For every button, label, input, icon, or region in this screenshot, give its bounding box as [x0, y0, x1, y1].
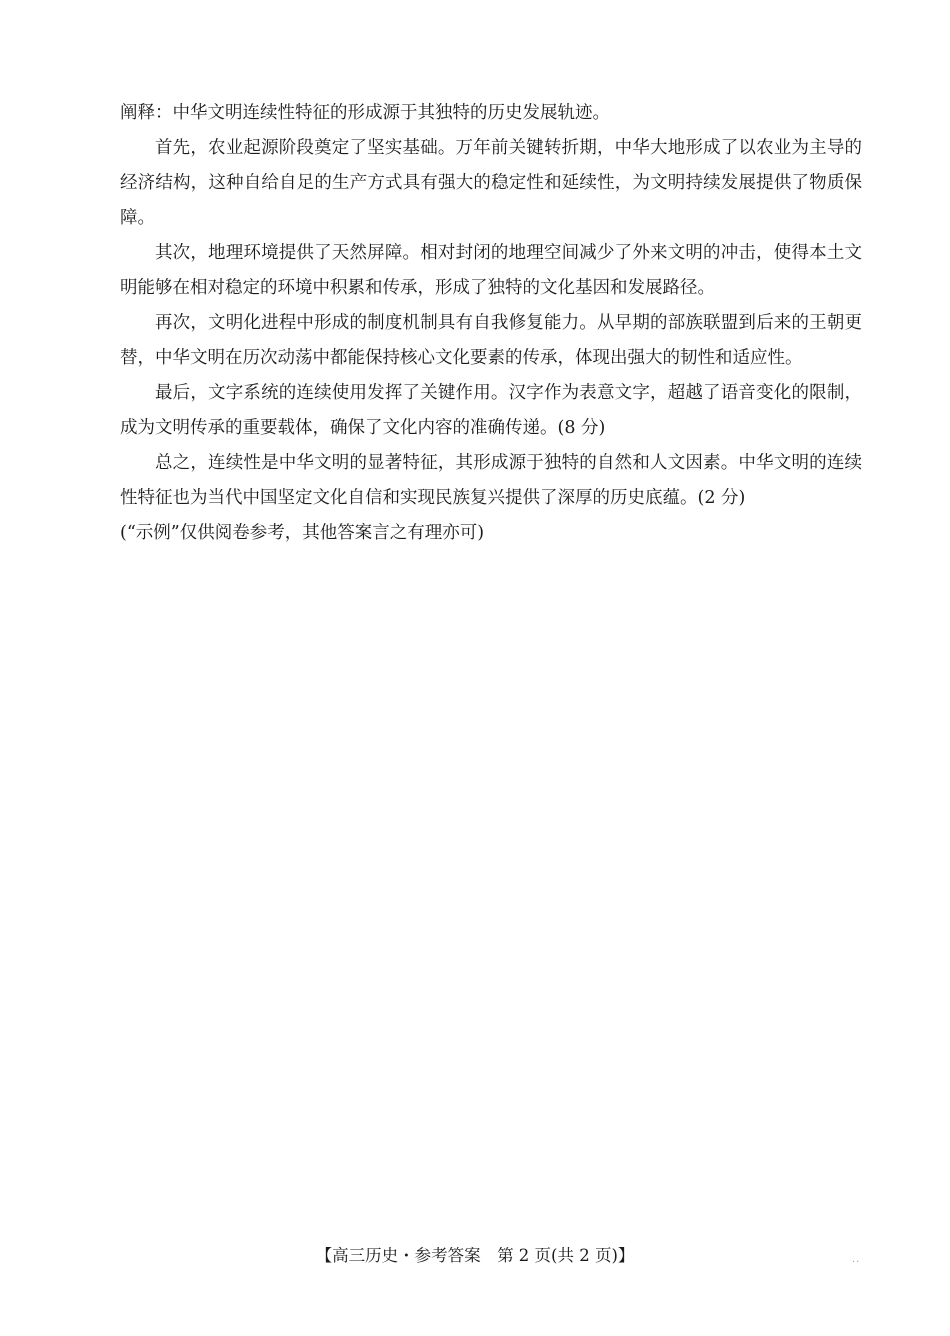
- grading-note: (“示例”仅供阅卷参考，其他答案言之有理亦可): [120, 523, 485, 543]
- paragraph-summary: 总之，连续性是中华文明的显著特征，其形成源于独特的自然和人文因素。中华文明的连续性特征也为当代中国坚定文化自信和实现民族复兴提供了深厚的历史底蕴。(2 分): [120, 453, 862, 508]
- paragraph-fourth: 最后，文字系统的连续使用发挥了关键作用。汉字作为表意文字，超越了语音变化的限制，成为文明传承的重要载体，确保了文化内容的准确传递。(8 分): [120, 383, 862, 438]
- explanation-line: 阐释：中华文明连续性特征的形成源于其独特的历史发展轨迹。: [120, 103, 610, 123]
- page-footer: 【高三历史・参考答案 第 2 页(共 2 页)】: [315, 1246, 635, 1265]
- answer-document: [120, 96, 862, 551]
- corner-mark: ..: [852, 1254, 861, 1265]
- paragraph-second: 其次，地理环境提供了天然屏障。相对封闭的地理空间减少了外来文明的冲击，使得本土文明能够在相对稳定的环境中积累和传承，形成了独特的文化基因和发展路径。: [120, 243, 862, 298]
- paragraph-third: 再次，文明化进程中形成的制度机制具有自我修复能力。从早期的部族联盟到后来的王朝更替，中华文明在历次动荡中都能保持核心文化要素的传承，体现出强大的韧性和适应性。: [120, 313, 862, 368]
- paragraph-first: 首先，农业起源阶段奠定了坚实基础。万年前关键转折期，中华大地形成了以农业为主导的经济结构，这种自给自足的生产方式具有强大的稳定性和延续性，为文明持续发展提供了物质保障。: [120, 138, 862, 228]
